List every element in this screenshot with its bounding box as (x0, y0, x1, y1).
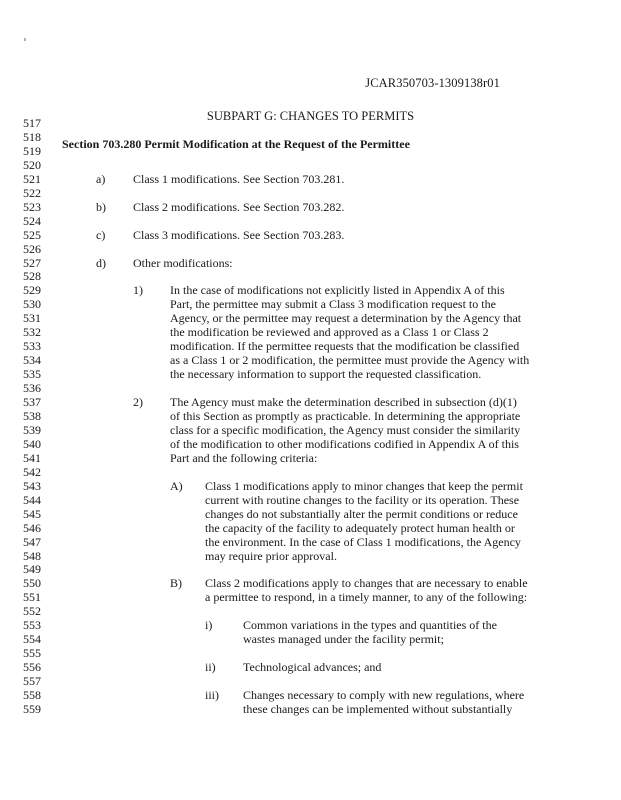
line-number: 555 (23, 646, 41, 661)
subparagraph-d2a-line: may require prior approval. (205, 548, 337, 563)
subsection-d-text: Other modifications: (133, 255, 233, 270)
line-number: 520 (23, 157, 41, 172)
subsection-d-label: d) (96, 255, 106, 270)
subparagraph-d2a-line: Class 1 modifications apply to minor changes that keep the permit (205, 478, 523, 493)
line-number: 547 (23, 534, 41, 549)
line-number: 556 (23, 660, 41, 674)
paragraph-d2-label: 2) (133, 395, 143, 409)
line-number: 553 (23, 618, 41, 633)
line-number: 529 (23, 283, 41, 298)
paragraph-d2-line: of this Section as promptly as practicable. In determining the appropriate (170, 408, 521, 423)
paragraph-d2-line: of the modification to other modifications codified in Appendix A of this (170, 436, 519, 451)
subsection-b-text: Class 2 modifications. See Section 703.282. (133, 199, 345, 214)
line-number: 524 (23, 213, 41, 228)
subparagraph-d2a-line: changes do not substantially alter the permit conditions or reduce (205, 506, 518, 521)
line-number: 540 (23, 436, 41, 451)
line-number: 544 (23, 492, 41, 507)
line-number: 545 (23, 506, 41, 521)
section-title: Section 703.280 Permit Modification at the Request of the Permittee (62, 137, 410, 151)
line-number: 530 (23, 297, 41, 312)
line-number: 559 (23, 701, 41, 716)
line-number: 533 (23, 339, 41, 354)
line-number: 548 (23, 548, 41, 563)
paragraph-d2-line: class for a specific modification, the Agency must consider the similarity (170, 422, 521, 437)
line-number: 518 (23, 129, 41, 144)
line-number: 528 (23, 269, 41, 284)
subparagraph-d2a-line: current with routine changes to the facility or its operation. These (205, 492, 520, 507)
line-number: 543 (23, 478, 41, 493)
paragraph-d1-line: Agency, or the permittee may request a determination by the Agency that (170, 311, 522, 326)
line-number: 519 (23, 143, 41, 158)
item-d2b-ii-line: Technological advances; and (243, 660, 382, 674)
scan-speck (24, 38, 26, 41)
paragraph-d1-line: the modification be reviewed and approved as a Class 1 or Class 2 (170, 325, 489, 340)
paragraph-d1-line: In the case of modifications not explicitly listed in Appendix A of this (170, 283, 505, 298)
line-number: 536 (23, 381, 41, 396)
line-number: 539 (23, 422, 41, 437)
subsection-a-label: a) (96, 171, 106, 186)
line-number: 541 (23, 450, 41, 465)
line-number: 549 (23, 562, 41, 577)
paragraph-d1-line: the necessary information to support the requested classification. (170, 367, 482, 382)
subpart-title: SUBPART G: CHANGES TO PERMITS (206, 109, 415, 123)
line-number: 554 (23, 632, 41, 647)
item-d2b-iii-line: Changes necessary to comply with new regulations, where (243, 687, 525, 702)
paragraph-d1-line: as a Class 1 or 2 modification, the permittee must provide the Agency with (170, 353, 530, 368)
line-number: 558 (23, 687, 41, 702)
item-d2b-iii-label: iii) (205, 687, 219, 702)
paragraph-d2-line: The Agency must make the determination described in subsection (d)(1) (170, 395, 517, 409)
line-number: 523 (23, 199, 41, 214)
line-number: 535 (23, 367, 41, 382)
line-number: 527 (23, 255, 41, 270)
line-number: 552 (23, 604, 41, 619)
item-d2b-iii-line: these changes can be implemented without substantially (243, 701, 513, 716)
subparagraph-d2b-label: B) (170, 576, 182, 591)
line-number: 517 (23, 116, 41, 130)
item-d2b-i-line: Common variations in the types and quantities of the (243, 618, 497, 633)
line-number: 525 (23, 227, 41, 242)
line-number: 534 (23, 353, 41, 368)
subparagraph-d2b-line: Class 2 modifications apply to changes that are necessary to enable (205, 576, 528, 591)
line-number: 522 (23, 185, 41, 200)
subsection-c-label: c) (96, 227, 106, 242)
line-number: 538 (23, 408, 41, 423)
paragraph-d1-line: modification. If the permittee requests that the modification be classified (170, 339, 520, 354)
line-number: 526 (23, 241, 41, 256)
line-number: 542 (23, 464, 41, 479)
paragraph-d1-line: Part, the permittee may submit a Class 3 modification request to the (170, 297, 496, 312)
item-d2b-ii-label: ii) (205, 660, 216, 674)
paragraph-d1-label: 1) (133, 283, 143, 298)
line-number: 537 (23, 395, 41, 409)
line-number: 521 (23, 171, 41, 186)
subparagraph-d2a-line: the capacity of the facility to adequately protect human health or (205, 520, 515, 535)
line-number: 532 (23, 325, 41, 340)
line-number: 531 (23, 311, 41, 326)
item-d2b-i-label: i) (205, 618, 213, 633)
subparagraph-d2a-line: the environment. In the case of Class 1 modifications, the Agency (205, 534, 521, 549)
line-number: 557 (23, 674, 41, 688)
subparagraph-d2b-line: a permittee to respond, in a timely manner, to any of the following: (205, 590, 528, 605)
line-number: 550 (23, 576, 41, 591)
item-d2b-i-line: wastes managed under the facility permit; (243, 632, 444, 647)
paragraph-d2-line: Part and the following criteria: (170, 450, 318, 465)
subsection-c-text: Class 3 modifications. See Section 703.283. (133, 227, 345, 242)
subsection-a-text: Class 1 modifications. See Section 703.281. (133, 171, 345, 186)
line-number: 551 (23, 590, 41, 605)
subparagraph-d2a-label: A) (170, 478, 183, 493)
line-number: 546 (23, 520, 41, 535)
document-id-header: JCAR350703-1309138r01 (365, 76, 500, 90)
subsection-b-label: b) (96, 199, 106, 214)
